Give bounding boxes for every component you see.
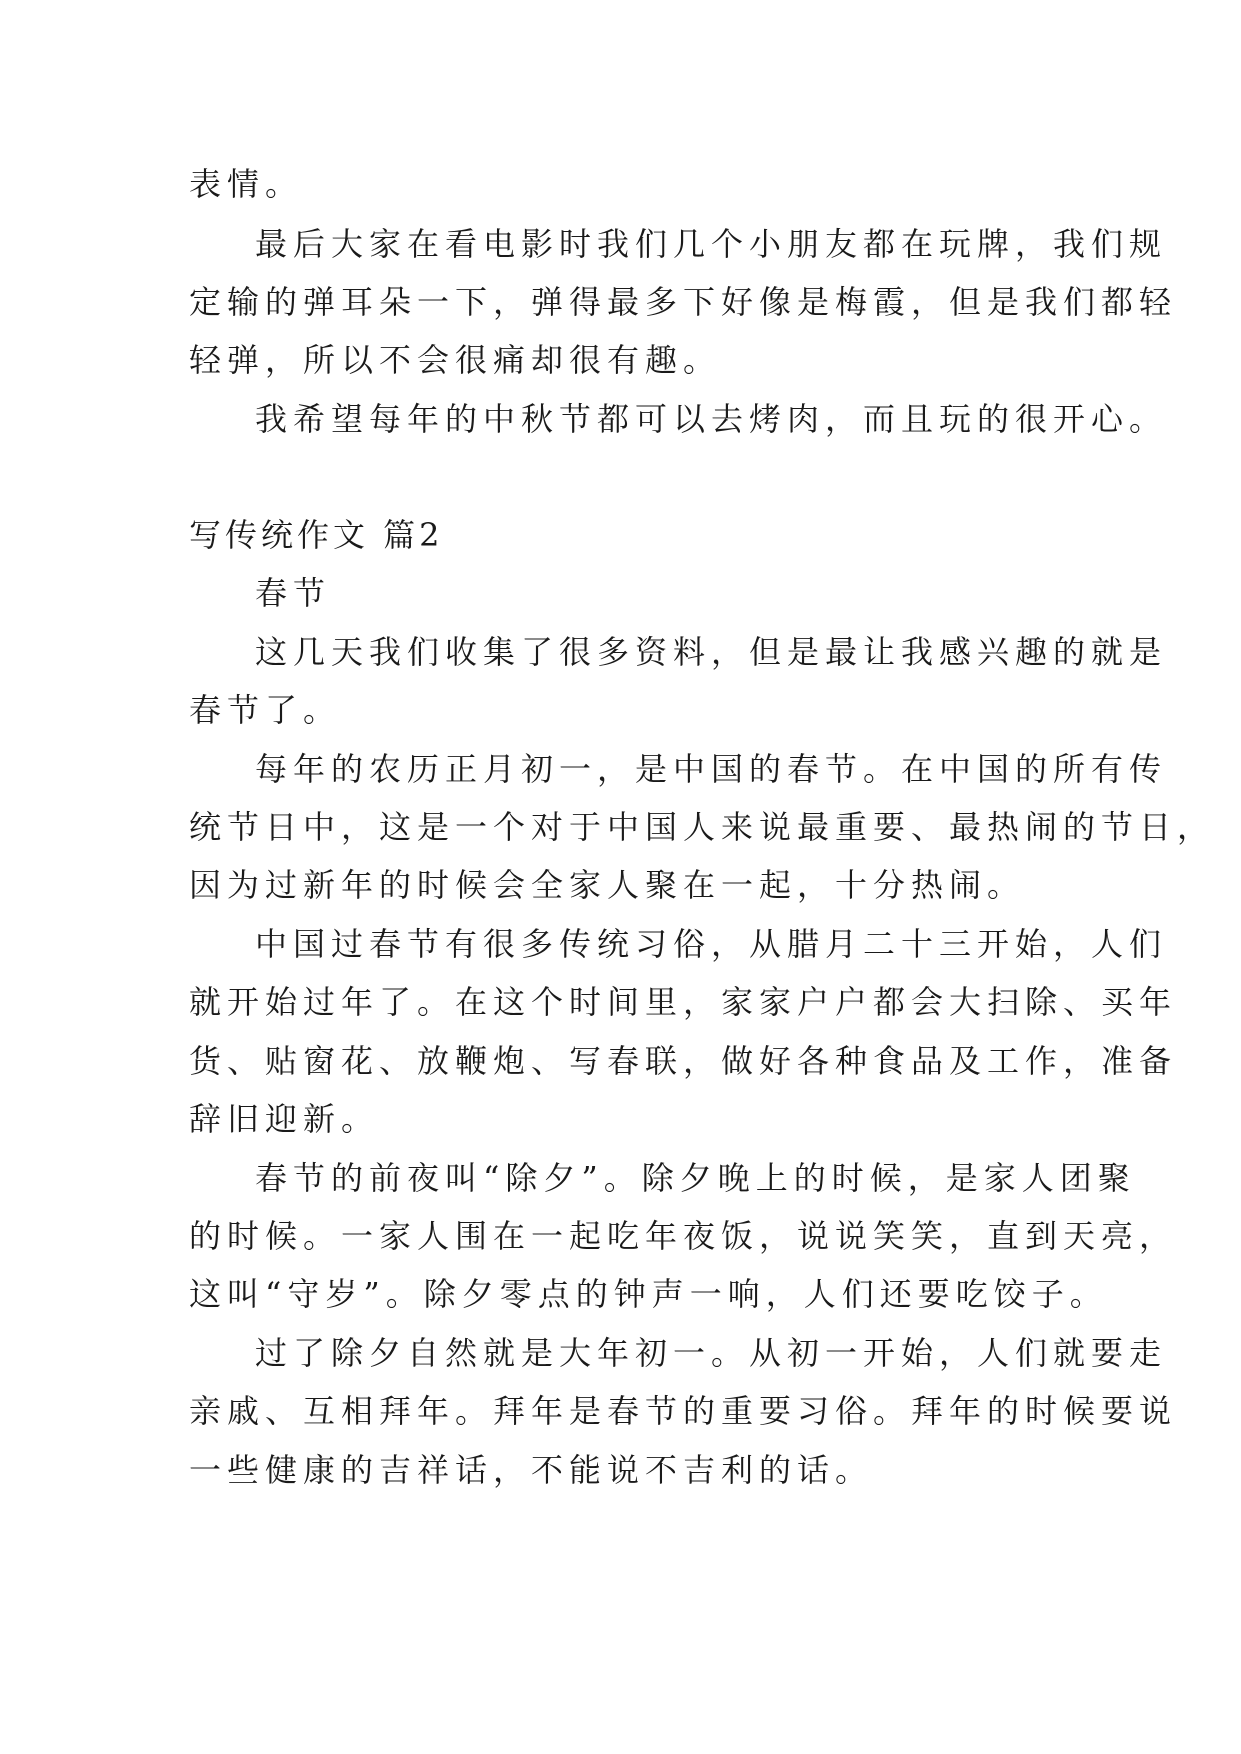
paragraph-line: 最后大家在看电影时我们几个小朋友都在玩牌，我们规: [255, 225, 1168, 263]
paragraph-line: 我希望每年的中秋节都可以去烤肉，而且玩的很开心。: [255, 400, 1168, 438]
paragraph-line: 春节的前夜叫“除夕”。除夕晚上的时候，是家人团聚: [255, 1159, 1136, 1197]
paragraph-line: 就开始过年了。在这个时间里，家家户户都会大扫除、买年: [189, 983, 1178, 1021]
paragraph-line: 货、贴窗花、放鞭炮、写春联，做好各种食品及工作，准备: [189, 1042, 1178, 1080]
paragraph-line: 统节日中，这是一个对于中国人来说最重要、最热闹的节日，: [189, 808, 1216, 846]
paragraph-line: 春节: [255, 574, 332, 612]
paragraph-line: 一些健康的吉祥话，不能说不吉利的话。: [189, 1451, 874, 1489]
paragraph-line: 中国过春节有很多传统习俗，从腊月二十三开始，人们: [255, 925, 1168, 963]
paragraph-line: 轻弹，所以不会很痛却很有趣。: [189, 341, 722, 379]
paragraph-line: 的时候。一家人围在一起吃年夜饭，说说笑笑，直到天亮，: [189, 1217, 1178, 1255]
paragraph-line: 这几天我们收集了很多资料，但是最让我感兴趣的就是: [255, 633, 1168, 671]
paragraph-line: 春节了。: [189, 691, 342, 729]
paragraph-line: 定输的弹耳朵一下，弹得最多下好像是梅霞，但是我们都轻: [189, 283, 1178, 321]
paragraph-line: 亲戚、互相拜年。拜年是春节的重要习俗。拜年的时候要说: [189, 1392, 1178, 1430]
paragraph-line: 辞旧迎新。: [189, 1100, 380, 1138]
paragraph-line: 过了除夕自然就是大年初一。从初一开始，人们就要走: [255, 1334, 1168, 1372]
paragraph-line: 每年的农历正月初一，是中国的春节。在中国的所有传: [255, 750, 1168, 788]
paragraph-line: 因为过新年的时候会全家人聚在一起，十分热闹。: [189, 866, 1026, 904]
paragraph-line: 表情。: [189, 165, 304, 203]
section-heading: 写传统作文 篇2: [189, 516, 444, 554]
paragraph-line: 这叫“守岁”。除夕零点的钟声一响，人们还要吃饺子。: [189, 1275, 1108, 1313]
